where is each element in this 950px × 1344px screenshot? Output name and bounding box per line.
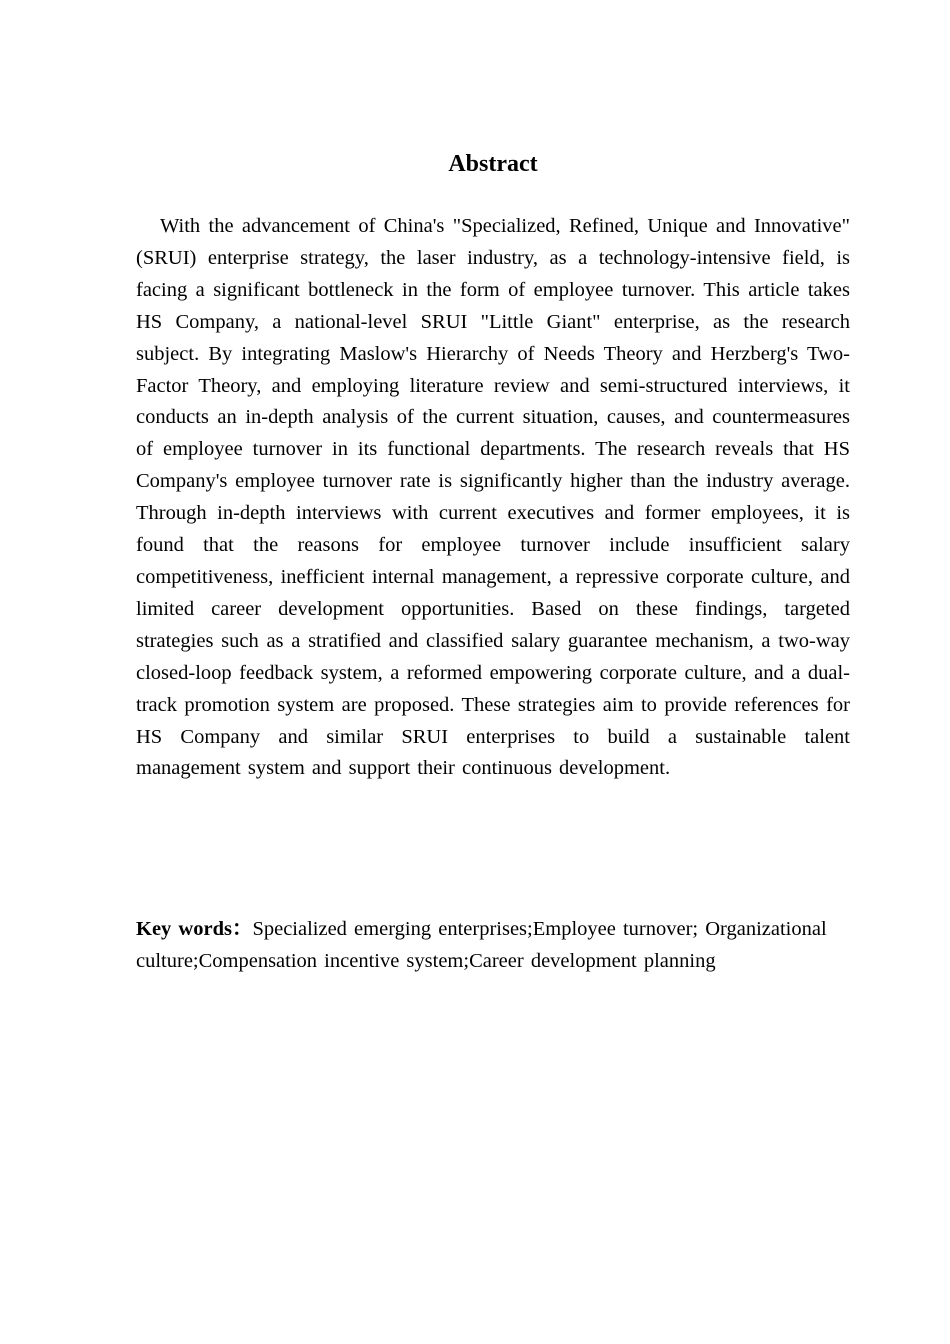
keywords-paragraph xyxy=(136,914,850,977)
abstract-title: Abstract xyxy=(448,151,538,177)
abstract-body: With the advancement of China's "Specialized, Refined, Unique and Innovative" (SRUI) enterprise strategy, the laser industry, as a technology-intensive field, is facing a significant bottleneck in the form of employee turnover. This article takes HS Company, a national-level SRUI "Little Giant" enterprise, as the research subject. By integrating Maslow's Hierarchy of Needs Theory and Herzberg's Two-Factor Theory, and employing literature review and semi-structured interviews, it conducts an in-depth analysis of the current situation, causes, and countermeasures of employee turnover in its functional departments. The research reveals that HS Company's employee turnover rate is significantly higher than the industry average. Through in-depth interviews with current executives and former employees, it is found that the reasons for employee turnover include insufficient salary competitiveness, inefficient internal management, a repressive corporate culture, and limited career development opportunities. Based on these findings, targeted strategies such as a stratified and classified salary guarantee mechanism, a two-way closed-loop feedback system, a reformed empowering corporate culture, and a dual-track promotion system are proposed. These strategies aim to provide references for HS Company and similar SRUI enterprises to build a sustainable talent management system and support their continuous development. xyxy=(136,215,850,780)
keywords-text: Specialized emerging enterprises;Employee turnover; Organizational culture;Compensation incentive system;Career development planning xyxy=(136,918,827,972)
keywords-label: Key words： xyxy=(136,918,253,940)
